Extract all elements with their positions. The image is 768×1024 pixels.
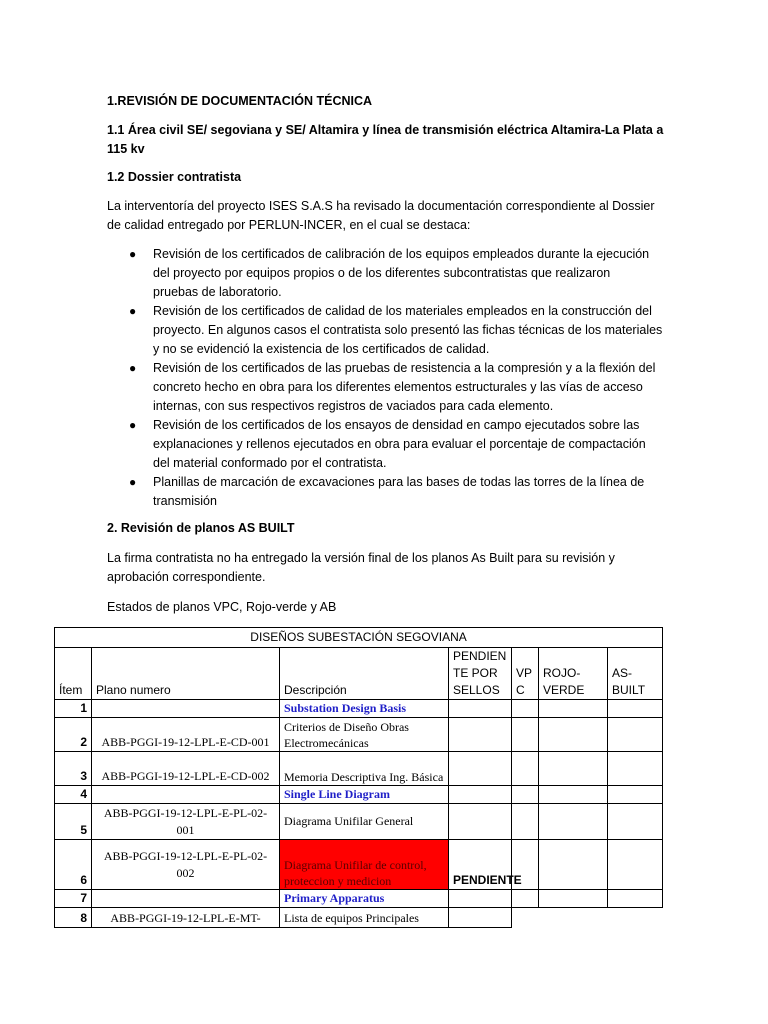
row-descripcion: Substation Design Basis: [280, 700, 449, 718]
row-as-built: [608, 752, 663, 786]
estados-planos: Estados de planos VPC, Rojo-verde y AB: [107, 600, 337, 614]
row-pendiente: [449, 700, 512, 718]
row-descripcion: Lista de equipos Principales: [280, 908, 449, 928]
heading-planos-as-built: 2. Revisión de planos AS BUILT: [107, 521, 295, 535]
row-as-built: [608, 786, 663, 804]
header-line: PENDIEN: [453, 649, 507, 663]
heading-revision-documentacion: 1.REVISIÓN DE DOCUMENTACIÓN TÉCNICA: [107, 94, 373, 108]
bullet-icon: ●: [129, 304, 137, 318]
table-header-row: [55, 648, 663, 700]
table-title-row: [55, 628, 663, 648]
header-line: TE POR: [453, 666, 498, 680]
bullet-item: [107, 416, 667, 473]
row-item: 4: [55, 786, 92, 804]
row-rojo-verde: [539, 700, 608, 718]
bullet-line: y no se evidenció la existencia de los certificados de calidad.: [153, 342, 490, 356]
row-vpc: [512, 700, 539, 718]
bullet-line: explanaciones y rellenos ejecutados en obra para evaluar el porcentaje de compactación: [153, 437, 646, 451]
row-as-built: [608, 890, 663, 908]
row-pendiente: [449, 908, 512, 928]
bullet-line: Revisión de los certificados de calidad de los materiales empleados en la construcción del: [153, 304, 652, 318]
header-vpc: [512, 648, 539, 700]
bullet-line: Revisión de los certificados de las pruebas de resistencia a la compresión y a la flexión del: [153, 361, 656, 375]
row-plano: ABB-PGGI-19-12-LPL-E-CD-001: [92, 718, 280, 752]
row-plano: ABB-PGGI-19-12-LPL-E-MT-: [92, 908, 280, 928]
row-pendiente: PENDIENTE: [449, 840, 512, 890]
bullet-line: internas, con sus respectivos registros de vaciados para cada elemento.: [153, 399, 554, 413]
heading-dossier-contratista: 1.2 Dossier contratista: [107, 170, 242, 184]
row-item: 5: [55, 804, 92, 840]
as-built-paragraph: [107, 549, 667, 587]
row-item: 1: [55, 700, 92, 718]
bullet-line: Revisión de los certificados de los ensayos de densidad en campo ejecutados sobre las: [153, 418, 640, 432]
row-vpc: [512, 804, 539, 840]
row-item: 7: [55, 890, 92, 908]
bullet-line: transmisión: [153, 494, 217, 508]
row-vpc: [512, 908, 539, 928]
table-row: [55, 890, 663, 908]
bullet-line: Planillas de marcación de excavaciones para las bases de todas las torres de la línea de: [153, 475, 645, 489]
planos-table: [54, 627, 663, 928]
row-item: 6: [55, 840, 92, 890]
bullet-item: [107, 359, 667, 416]
row-descripcion: Primary Apparatus: [280, 890, 449, 908]
table-row: [55, 718, 663, 752]
row-rojo-verde: [539, 908, 608, 928]
header-as-built: [608, 648, 663, 700]
bullet-item: [107, 245, 667, 302]
header-rojo-verde: [539, 648, 608, 700]
bullet-icon: ●: [129, 247, 137, 261]
review-bullet-list: [107, 245, 667, 511]
row-as-built: [608, 718, 663, 752]
header-pendiente-por-sellos: [449, 648, 512, 700]
row-plano: [92, 786, 280, 804]
heading-area-civil: [107, 121, 663, 159]
header-line: BUILT: [612, 683, 646, 697]
heading-area-civil-line1: 1.1 Área civil SE/ segoviana y SE/ Altamira y línea de transmisión eléctrica Altamira-La Plata a: [107, 123, 664, 137]
bullet-line: del material conformado por el contratista.: [153, 456, 387, 470]
header-item: Ítem: [55, 648, 92, 700]
row-item: 8: [55, 908, 92, 928]
row-descripcion: Single Line Diagram: [280, 786, 449, 804]
row-pendiente: [449, 804, 512, 840]
header-line: VERDE: [543, 683, 585, 697]
row-plano: [92, 890, 280, 908]
intro-line: La interventoría del proyecto ISES S.A.S ha revisado la documentación correspondiente al Dossier: [107, 199, 655, 213]
bullet-line: proyecto. En algunos casos el contratista solo presentó las fichas técnicas de los materiales: [153, 323, 663, 337]
bullet-line: pruebas de laboratorio.: [153, 285, 282, 299]
intro-paragraph: [107, 197, 667, 235]
bullet-line: Revisión de los certificados de calibración de los equipos empleados durante la ejecución: [153, 247, 650, 261]
row-vpc: [512, 786, 539, 804]
row-pendiente: [449, 890, 512, 908]
row-as-built: [608, 804, 663, 840]
bullet-item: [107, 473, 667, 511]
row-descripcion: Criterios de Diseño Obras Electromecánicas: [280, 718, 449, 752]
bullet-icon: ●: [129, 361, 137, 375]
row-plano: ABB-PGGI-19-12-LPL-E-PL-02-001: [92, 804, 280, 840]
row-item: 3: [55, 752, 92, 786]
header-line: ROJO-: [543, 666, 581, 680]
row-rojo-verde: [539, 752, 608, 786]
row-plano: ABB-PGGI-19-12-LPL-E-PL-02-002: [92, 840, 280, 890]
row-plano: [92, 700, 280, 718]
row-pendiente: [449, 786, 512, 804]
table-row: [55, 908, 663, 928]
bullet-line: del proyecto por equipos propios o de los diferentes subcontratistas que realizaron: [153, 266, 611, 280]
row-vpc: [512, 890, 539, 908]
row-pendiente: [449, 718, 512, 752]
row-as-built: [608, 908, 663, 928]
as-built-line: La firma contratista no ha entregado la versión final de los planos As Built para su revisión y: [107, 551, 615, 565]
bullet-line: concreto hecho en obra para los diferentes elementos estructurales y las vías de acceso: [153, 380, 643, 394]
row-pendiente: [449, 752, 512, 786]
heading-area-civil-line2: 115 kv: [107, 142, 145, 156]
header-plano-numero: Plano numero: [92, 648, 280, 700]
row-vpc: [512, 752, 539, 786]
row-as-built: [608, 840, 663, 890]
as-built-line: aprobación correspondiente.: [107, 570, 266, 584]
row-vpc: [512, 718, 539, 752]
bullet-item: [107, 302, 667, 359]
row-rojo-verde: [539, 804, 608, 840]
table-row: [55, 700, 663, 718]
header-line: AS-: [612, 666, 633, 680]
row-rojo-verde: [539, 786, 608, 804]
row-item: 2: [55, 718, 92, 752]
table-row: [55, 840, 663, 890]
bullet-icon: ●: [129, 418, 137, 432]
intro-line: de calidad entregado por PERLUN-INCER, en el cual se destaca:: [107, 218, 471, 232]
row-rojo-verde: [539, 718, 608, 752]
row-rojo-verde: [539, 890, 608, 908]
table-row: [55, 752, 663, 786]
row-descripcion: Diagrama Unifilar General: [280, 804, 449, 840]
header-descripcion: Descripción: [280, 648, 449, 700]
row-descripcion: Diagrama Unifilar de control, proteccion y medicion: [280, 840, 449, 890]
row-as-built: [608, 700, 663, 718]
header-line: C: [516, 683, 525, 697]
row-plano: ABB-PGGI-19-12-LPL-E-CD-002: [92, 752, 280, 786]
bullet-icon: ●: [129, 475, 137, 489]
table-title: DISEÑOS SUBESTACIÓN SEGOVIANA: [55, 628, 663, 648]
header-line: VP: [516, 666, 533, 680]
row-descripcion: Memoria Descriptiva Ing. Básica: [280, 752, 449, 786]
table-row: [55, 786, 663, 804]
header-line: SELLOS: [453, 683, 500, 697]
row-rojo-verde: [539, 840, 608, 890]
table-row: [55, 804, 663, 840]
